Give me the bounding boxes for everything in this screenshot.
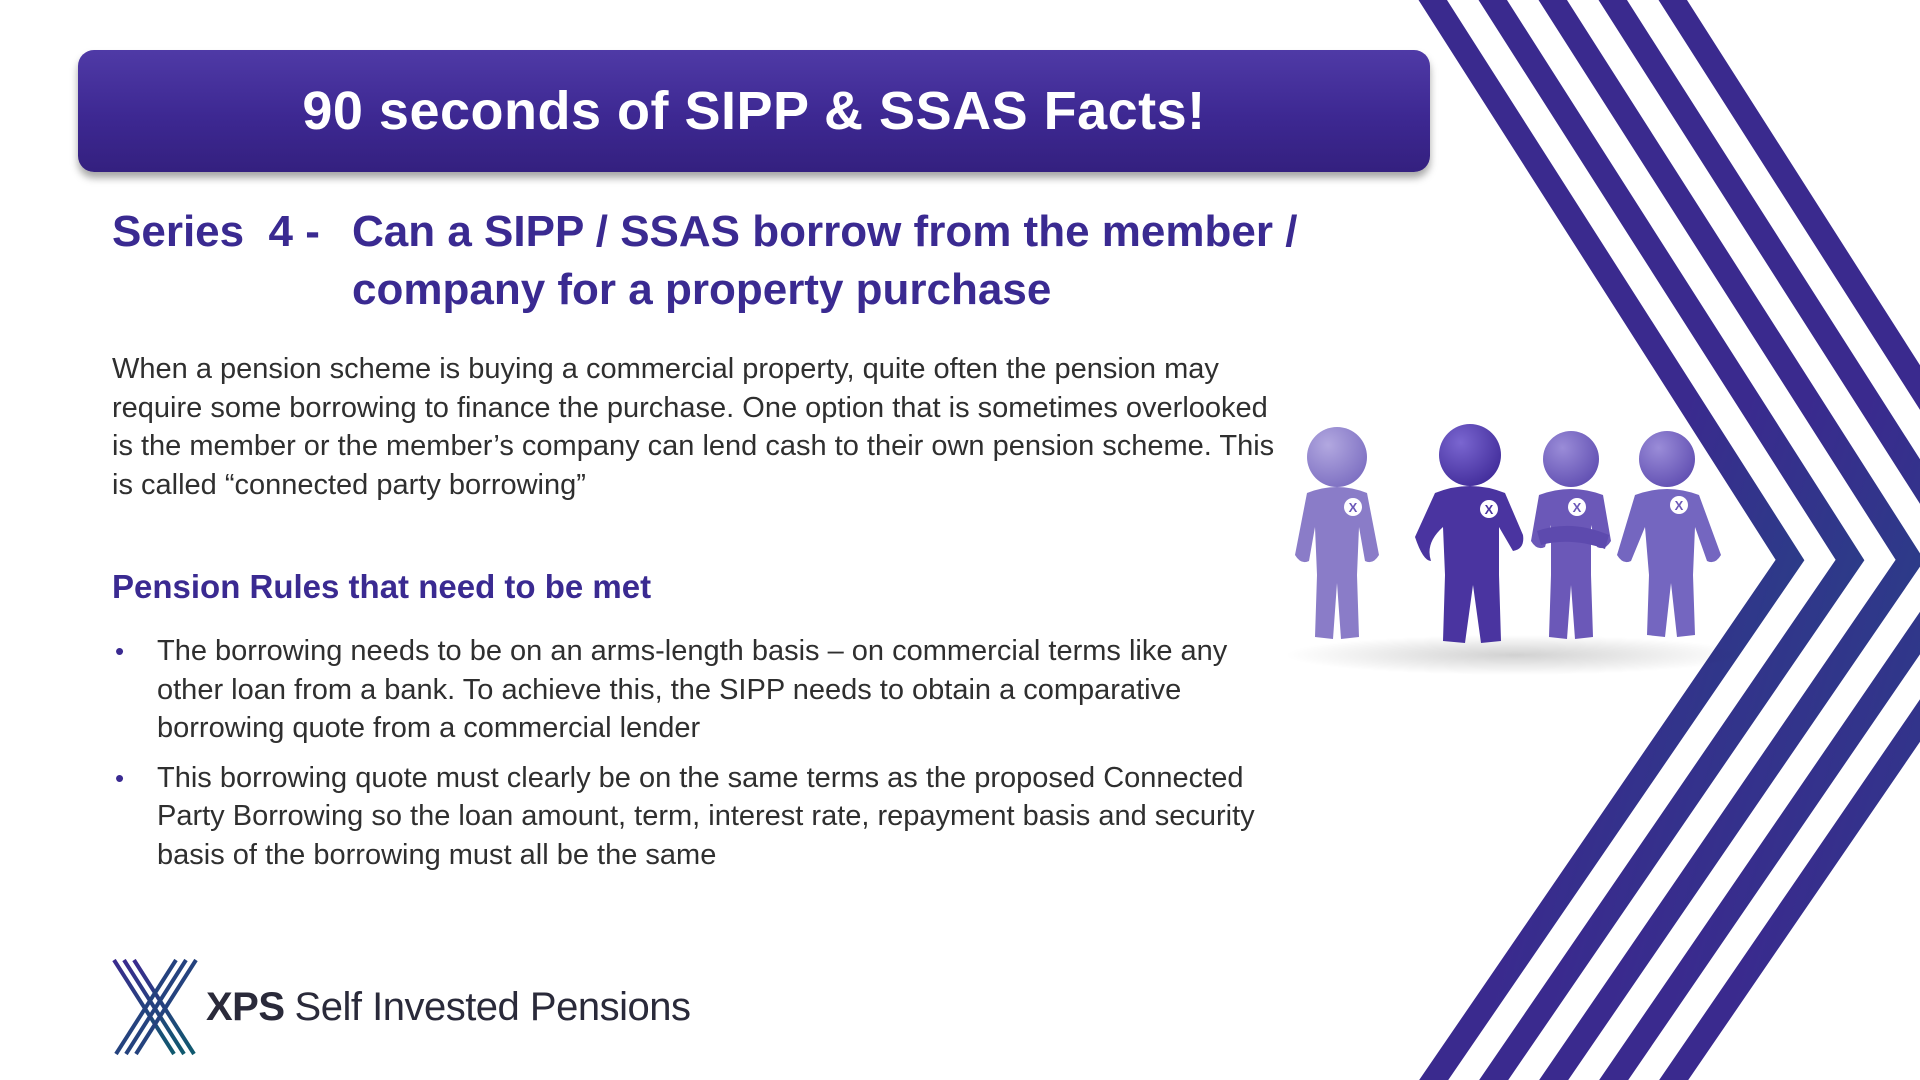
series-label: Series 4 - [112,207,320,256]
figure-2 [1415,424,1523,643]
xps-x-logo-icon [110,958,200,1056]
list-item [112,759,1292,875]
figure-1 [1295,427,1379,639]
people-figures-icon [1275,415,1755,675]
rule-text: The borrowing needs to be on an arms-length basis – on commercial terms like any other loan from a bank. To achieve this, the SIPP needs to obtain a comparative borrowing quote from a commercial lender [157,635,1228,744]
rule-text: This borrowing quote must clearly be on the same terms as the proposed Connected Party Borrowing so the loan amount, term, interest rate, repayment basis and security basis of the borrowing must all be the same [157,761,1255,871]
list-item [112,632,1292,748]
logo-tagline: Self Invested Pensions [294,984,691,1029]
bullet-icon: • [115,636,125,666]
banner-title: 90 seconds of SIPP & SSAS Facts! [302,81,1206,141]
badge-letter: X [1572,500,1582,515]
bullet-icon: • [115,762,125,793]
badge-letter: X [1484,502,1494,517]
series-heading [112,203,1412,319]
rules-list [112,632,1292,885]
series-question: Can a SIPP / SSAS borrow from the member / company for a property purchase [352,207,1298,314]
logo-brand: XPS [206,984,285,1029]
rules-heading: Pension Rules that need to be met [112,568,652,605]
intro-paragraph: When a pension scheme is buying a commercial property, quite often the pension may require some borrowing to finance the purchase. One option that is sometimes overlooked is the member or the member’s company can lend cash to their own pension scheme. This is called “connected party borrowing” [112,353,1275,501]
xps-logo [110,958,690,1056]
badge-letter: X [1674,498,1684,513]
figure-4 [1617,431,1721,637]
badge-letter: X [1348,500,1358,515]
figure-3 [1531,431,1611,639]
title-banner [78,50,1430,172]
